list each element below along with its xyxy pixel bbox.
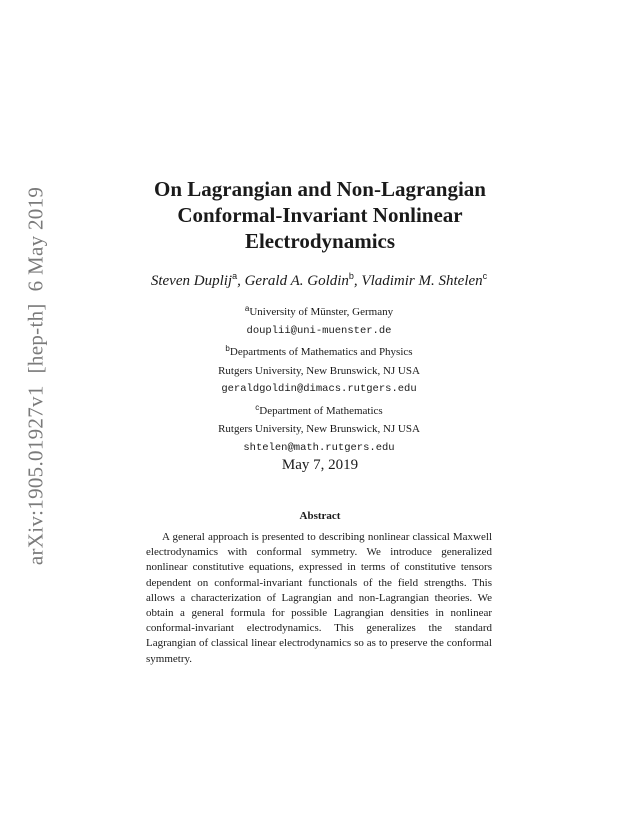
title-line-1: On Lagrangian and Non-Lagrangian <box>153 177 486 201</box>
author-separator: , <box>237 273 245 289</box>
author-name: Gerald A. Goldin <box>244 273 349 289</box>
author-affiliation-mark: c <box>482 271 488 281</box>
affiliation-a <box>100 300 538 322</box>
author-affiliation-mark: b <box>348 271 354 281</box>
affiliations <box>100 300 538 457</box>
author-separator: , <box>353 273 362 289</box>
arxiv-category: [hep-th] <box>23 303 48 374</box>
title-line-2: Conformal-Invariant Nonlinear <box>177 203 463 227</box>
paper-date: May 7, 2019 <box>281 457 359 473</box>
title-line-3: Electrodynamics <box>244 229 396 253</box>
affiliation-name: Departments of Mathematics and Physics <box>229 346 413 358</box>
email-a[interactable]: douplii@uni-muenster.de <box>246 324 392 337</box>
author-name: Steven Duplij <box>150 273 233 289</box>
email-b[interactable]: geraldgoldin@dimacs.rutgers.edu <box>221 383 417 395</box>
affiliation-c-address: Rutgers University, New Brunswick, NJ USA <box>218 423 420 435</box>
arxiv-date: 6 May 2019 <box>23 186 48 292</box>
abstract-heading: Abstract <box>299 510 341 522</box>
affiliation-name: Department of Mathematics <box>259 404 383 417</box>
affiliation-name: University of Münster, Germany <box>249 306 394 318</box>
affiliation-mark: b <box>225 344 230 353</box>
arxiv-stamp <box>24 187 49 565</box>
affiliation-mark: c <box>255 402 260 412</box>
affiliation-b <box>100 340 538 362</box>
arxiv-id: arXiv:1905.01927v1 <box>23 385 48 566</box>
affiliation-c <box>100 399 538 421</box>
author-list <box>80 271 558 290</box>
email-c[interactable]: shtelen@math.rutgers.edu <box>243 441 395 454</box>
paper-title <box>120 176 520 254</box>
affiliation-mark: a <box>244 304 250 313</box>
author-name: Vladimir M. Shtelen <box>361 273 483 289</box>
affiliation-b-address: Rutgers University, New Brunswick, NJ USA <box>218 364 420 377</box>
abstract-text: A general approach is presented to describing nonlinear classical Maxwell electrodynamics with conformal symmetry. We introduce generalized nonlinear constitutive equations, expressed in terms of constitutive tensors dependent on conformal-invariant functionals of the field strengths. This allows a characterization of Lagrangian and non-Lagrangian theories. We obtain a general formula for possible Lagrangian densities in nonlinear conformal-invariant electrodynamics. This generalizes the standard Lagrangian of classical linear electrodynamics so as to preserve the conformal symmetry. <box>146 531 492 665</box>
author-affiliation-mark: a <box>232 271 238 281</box>
